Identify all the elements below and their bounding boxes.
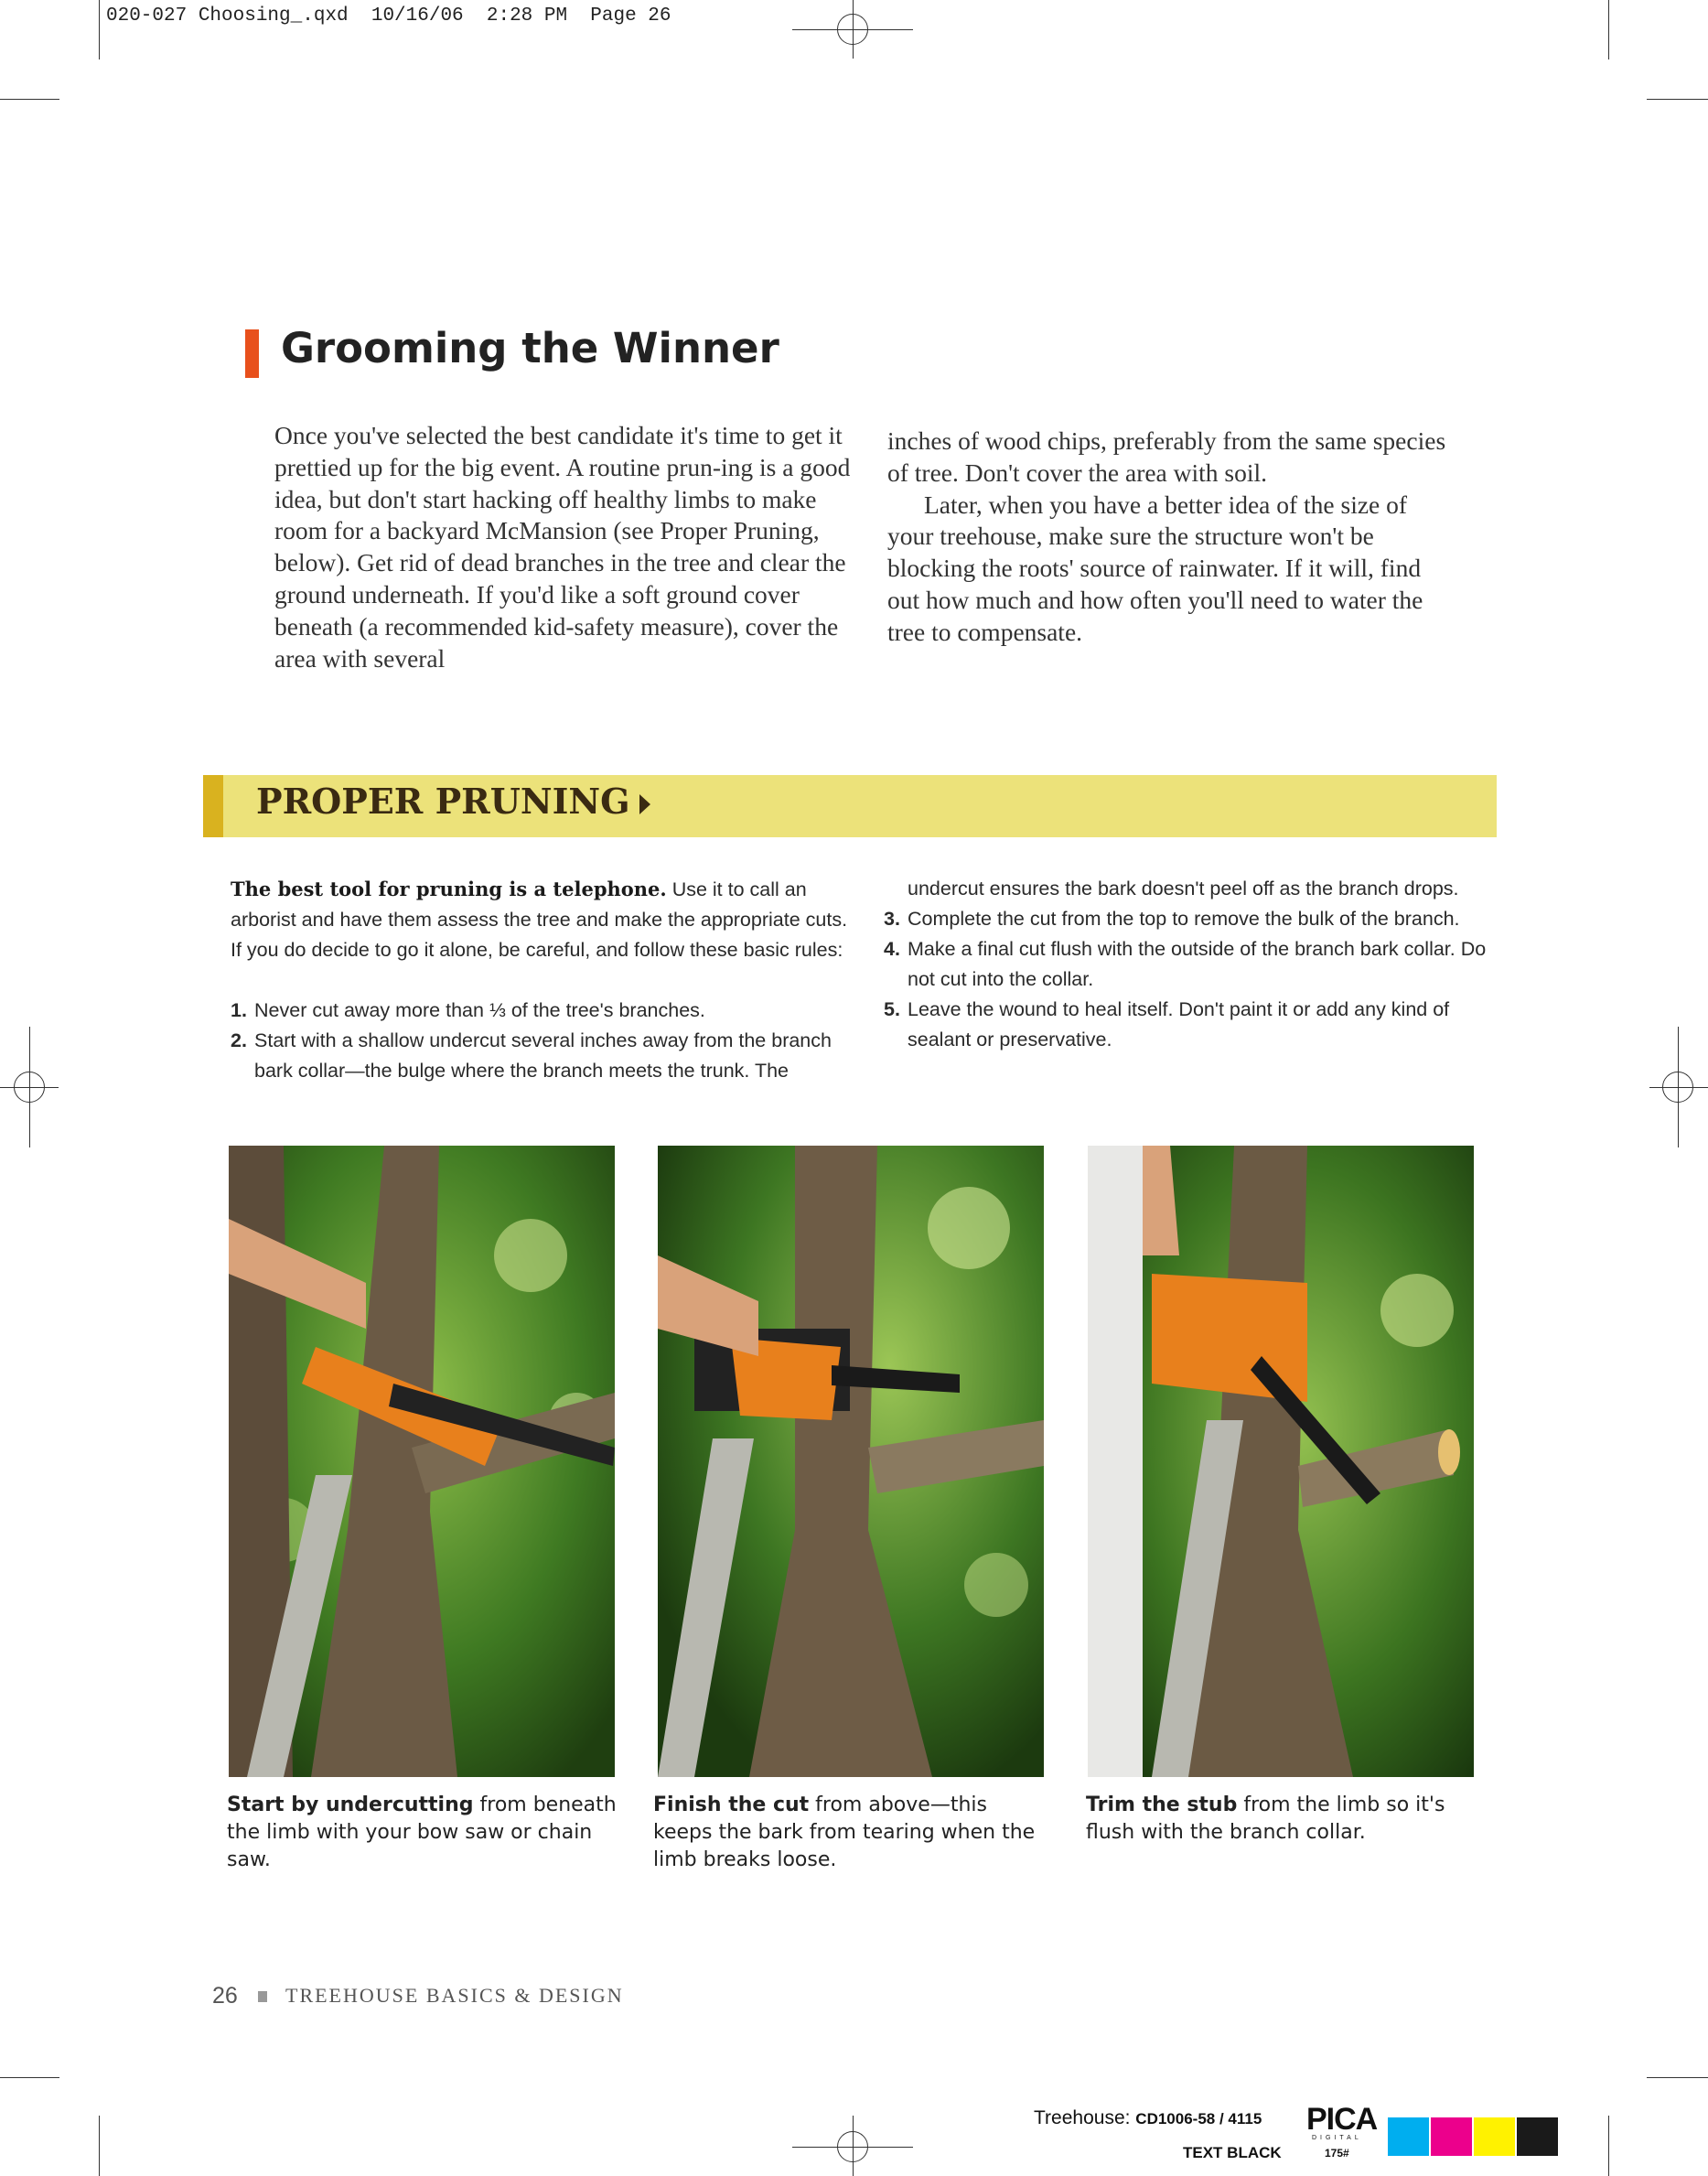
- list-item: [884, 995, 1488, 1055]
- crop-mark: [0, 2077, 59, 2078]
- vendor-logo: PICA: [1306, 2102, 1378, 2137]
- sidebar-column-left: [231, 874, 853, 1086]
- registration-circle-icon: [837, 2131, 868, 2162]
- list-item: [231, 1026, 853, 1086]
- registration-circle-icon: [837, 14, 868, 45]
- job-label: Treehouse:: [1034, 2107, 1131, 2128]
- job-info: [1034, 2107, 1262, 2129]
- running-head: TREEHOUSE BASICS & DESIGN: [285, 1984, 624, 2007]
- sidebar-intro-text: Use it to call an arborist and have them assess the tree and make the appropriate cuts. If you do decide to go it alone, be careful, and follow these basic rules:: [231, 878, 848, 961]
- section-heading: Grooming the Winner: [281, 324, 779, 372]
- crop-mark: [0, 99, 59, 100]
- list-item-continuation: undercut ensures the bark doesn't peel off as the branch drops.: [908, 878, 1459, 899]
- list-item: [231, 996, 853, 1026]
- caption-text: from the limb so it's flush with the branch collar.: [1086, 1794, 1445, 1844]
- registration-circle-icon: [14, 1072, 45, 1103]
- photo-caption: [227, 1792, 620, 1874]
- list-item-number: 2.: [231, 1029, 247, 1051]
- triangle-right-icon: [639, 794, 650, 814]
- photo-finish-cut: [658, 1146, 1044, 1777]
- list-item-text: Make a final cut flush with the outside of the branch bark collar. Do not cut into the collar.: [908, 938, 1487, 990]
- list-item: [884, 934, 1488, 995]
- crop-mark: [99, 0, 100, 59]
- crop-mark: [99, 2116, 100, 2176]
- list-item-number: 5.: [884, 998, 900, 1020]
- vendor-lpi: 175#: [1325, 2147, 1349, 2160]
- sidebar-intro: [231, 874, 853, 965]
- caption-text: from above—this keeps the bark from tearing when the limb breaks loose.: [653, 1794, 1036, 1871]
- registration-circle-icon: [1662, 1072, 1693, 1103]
- photo-caption: [1086, 1792, 1479, 1847]
- caption-text: from beneath the limb with your bow saw or chain saw.: [227, 1794, 617, 1871]
- job-code: CD1006-58 / 4115: [1135, 2110, 1262, 2128]
- body-column-right: [887, 426, 1455, 649]
- caption-lead: Finish the cut: [653, 1794, 810, 1816]
- body-paragraph: inches of wood chips, preferably from the same species of tree. Don't cover the area with soil.: [887, 426, 1446, 487]
- crop-mark: [1608, 2116, 1609, 2176]
- photo-caption: [653, 1792, 1047, 1874]
- list-item-text: Leave the wound to heal itself. Don't paint it or add any kind of sealant or preservative.: [908, 998, 1450, 1050]
- caption-lead: Start by undercutting: [227, 1794, 474, 1816]
- body-paragraph: Later, when you have a better idea of the size of your treehouse, make sure the structure won't be blocking the roots' source of rainwater. If it will, find out how much and how often you'll need to water the tree to compensate.: [887, 490, 1423, 646]
- rules-list: [231, 996, 853, 1086]
- body-paragraph: Once you've selected the best candidate it's time to get it prettied up for the big event. A routine prun-ing is a good idea, but don't start hacking off healthy limbs to make room for a backyard McMansion (see Proper Pruning, below). Get rid of dead branches in the tree and clear the ground underneath. If you'd like a soft ground cover beneath (a recommended kid-safety measure), cover the area with several: [274, 421, 851, 673]
- list-item-text: Start with a shallow undercut several inches away from the branch bark collar—the bulge where the branch meets the trunk. The: [254, 1029, 832, 1082]
- sidebar-column-right: [884, 874, 1488, 1055]
- chainsaw-trim-stub-illustration: [1088, 1146, 1474, 1777]
- caption-lead: Trim the stub: [1086, 1794, 1238, 1816]
- sidebar-intro-lead: The best tool for pruning is a telephone.: [231, 878, 667, 900]
- sidebar-title-text: PROPER PRUNING: [256, 781, 630, 822]
- photo-undercut: [229, 1146, 615, 1777]
- heading-accent-bar: [245, 329, 259, 378]
- list-item-text: Never cut away more than ⅓ of the tree's branches.: [254, 999, 705, 1021]
- sidebar-title: [256, 781, 650, 822]
- folio-square-icon: [258, 1991, 267, 2002]
- color-swatch-magenta: [1431, 2117, 1472, 2156]
- photo-trim-stub: [1088, 1146, 1474, 1777]
- color-swatch-black: [1517, 2117, 1558, 2156]
- chainsaw-undercut-illustration: [229, 1146, 615, 1777]
- page-number: 26: [212, 1983, 238, 2009]
- sidebar-banner-accent: [203, 775, 223, 837]
- chainsaw-finish-cut-illustration: [658, 1146, 1044, 1777]
- plate-label: TEXT BLACK: [1183, 2144, 1282, 2161]
- color-swatch-cyan: [1388, 2117, 1429, 2156]
- list-item-number: 4.: [884, 938, 900, 960]
- crop-mark: [1647, 99, 1708, 100]
- body-column-left: [274, 420, 851, 674]
- crop-mark: [1608, 0, 1609, 59]
- rules-list: [884, 904, 1488, 1055]
- list-item-text: Complete the cut from the top to remove the bulk of the branch.: [908, 908, 1460, 930]
- vendor-logo-sub: DIGITAL: [1312, 2135, 1362, 2141]
- list-item: [884, 904, 1488, 934]
- list-item-number: 3.: [884, 908, 900, 930]
- color-swatch-yellow: [1474, 2117, 1515, 2156]
- crop-mark: [1647, 2077, 1708, 2078]
- file-slug: 020-027 Choosing_.qxd 10/16/06 2:28 PM Page 26: [106, 5, 671, 27]
- list-item-number: 1.: [231, 999, 247, 1021]
